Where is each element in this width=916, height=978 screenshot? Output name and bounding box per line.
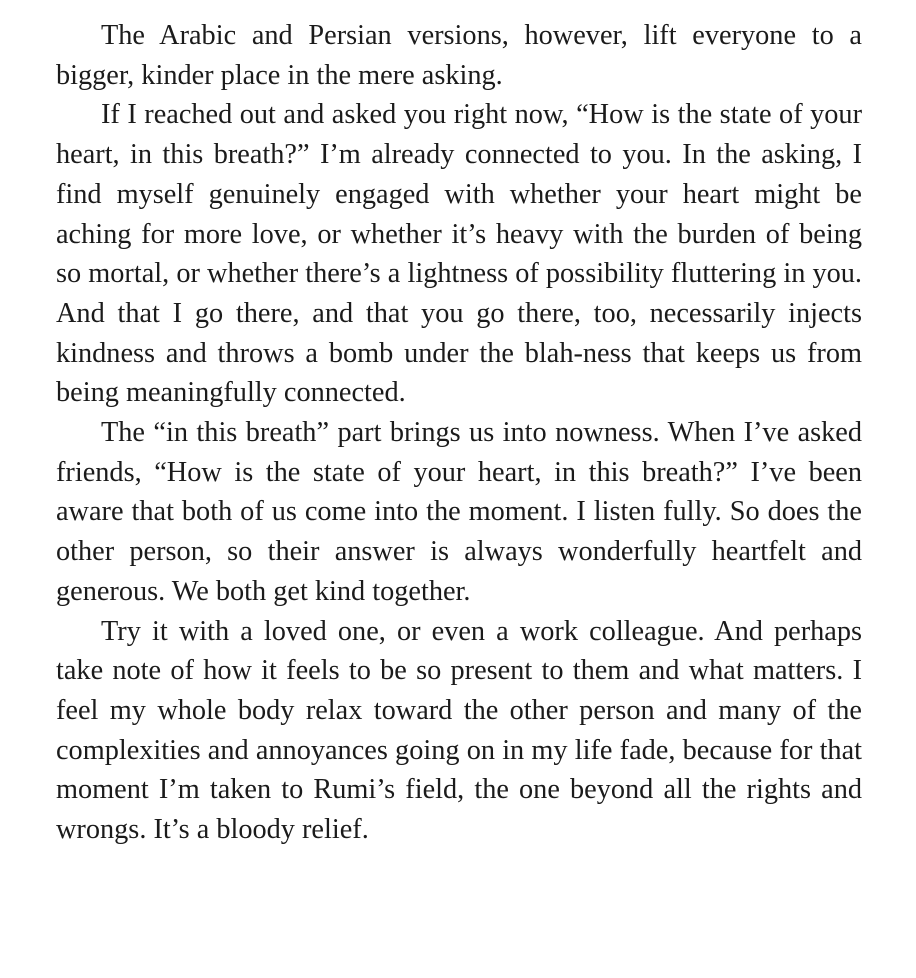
paragraph-try-it: Try it with a loved one, or even a work colleague. And perhaps take note of how it feels to be so present to them and what matters. I feel my whole body relax toward the other person and many of the complexities and annoyances going on in my life fade, because for that moment I’m taken to Rumi’s field, the one beyond all the rights and wrongs. It’s a bloody relief.	[56, 615, 862, 846]
paragraph-in-this-breath: The “in this breath” part brings us into nowness. When I’ve asked friends, “How is the state of your heart, in this breath?” I’ve been aware that both of us come into the moment. I listen fully. So does the other person, so their answer is always wonderfully heartfelt and generous. We both get kind together.	[56, 417, 862, 607]
paragraph-arabic-persian-versions: The Arabic and Persian versions, however, lift everyone to a bigger, kinder place in the mere asking.	[56, 20, 862, 91]
paragraph-state-of-your-heart: If I reached out and asked you right now, “How is the state of your heart, in this breath?” I’m already connected to you. In the asking, I find myself genuinely engaged with whether your heart might be aching for more love, or whether it’s heavy with the burden of being so mortal, or whether there’s a lightness of possibility fluttering in you. And that I go there, and that you go there, too, necessarily injects kindness and throws a bomb under the blah-ness that keeps us from being meaningfully connected.	[56, 99, 862, 409]
document-page	[56, 16, 862, 850]
